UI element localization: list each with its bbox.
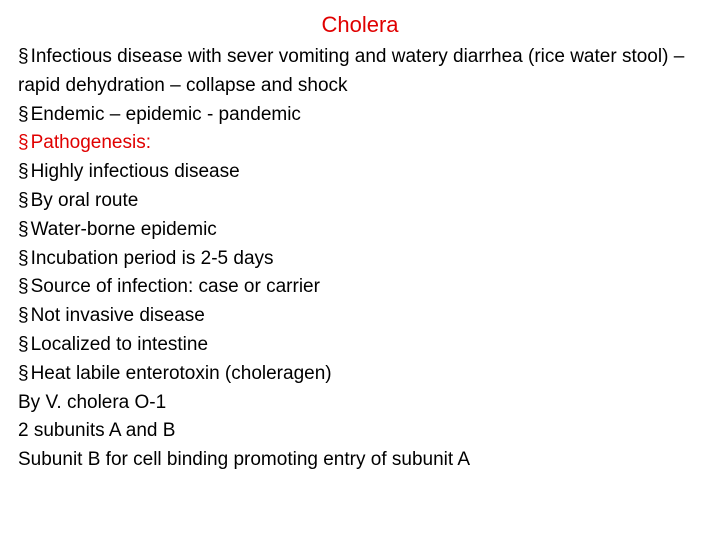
text-line: By V. cholera O-1 <box>18 391 167 413</box>
text-line: Subunit B for cell binding promoting entry of subunit A <box>18 449 471 471</box>
bullet-item: § Highly infectious disease <box>18 158 708 187</box>
slide-title: Cholera <box>321 12 399 37</box>
bullet-item: § Localized to intestine <box>18 331 708 360</box>
bullet-item: § Heat labile enterotoxin (choleragen) <box>18 360 708 389</box>
slide-body <box>18 43 708 475</box>
text-line: 2 subunits A and B <box>18 420 176 442</box>
bullet-item-heading: § Pathogenesis: <box>18 129 708 158</box>
bullet-item: § Water-borne epidemic <box>18 216 708 245</box>
bullet-item: § Source of infection: case or carrier <box>18 273 708 302</box>
bullet-item: § Endemic – epidemic - pandemic <box>18 101 708 130</box>
bullet-item: § Not invasive disease <box>18 302 708 331</box>
bullet-item: § By oral route <box>18 187 708 216</box>
bullet-item: § Incubation period is 2-5 days <box>18 245 708 274</box>
bullet-item: § Infectious disease with sever vomiting and watery diarrhea (rice water stool) – rapid dehydration – collapse and shock <box>18 43 708 101</box>
